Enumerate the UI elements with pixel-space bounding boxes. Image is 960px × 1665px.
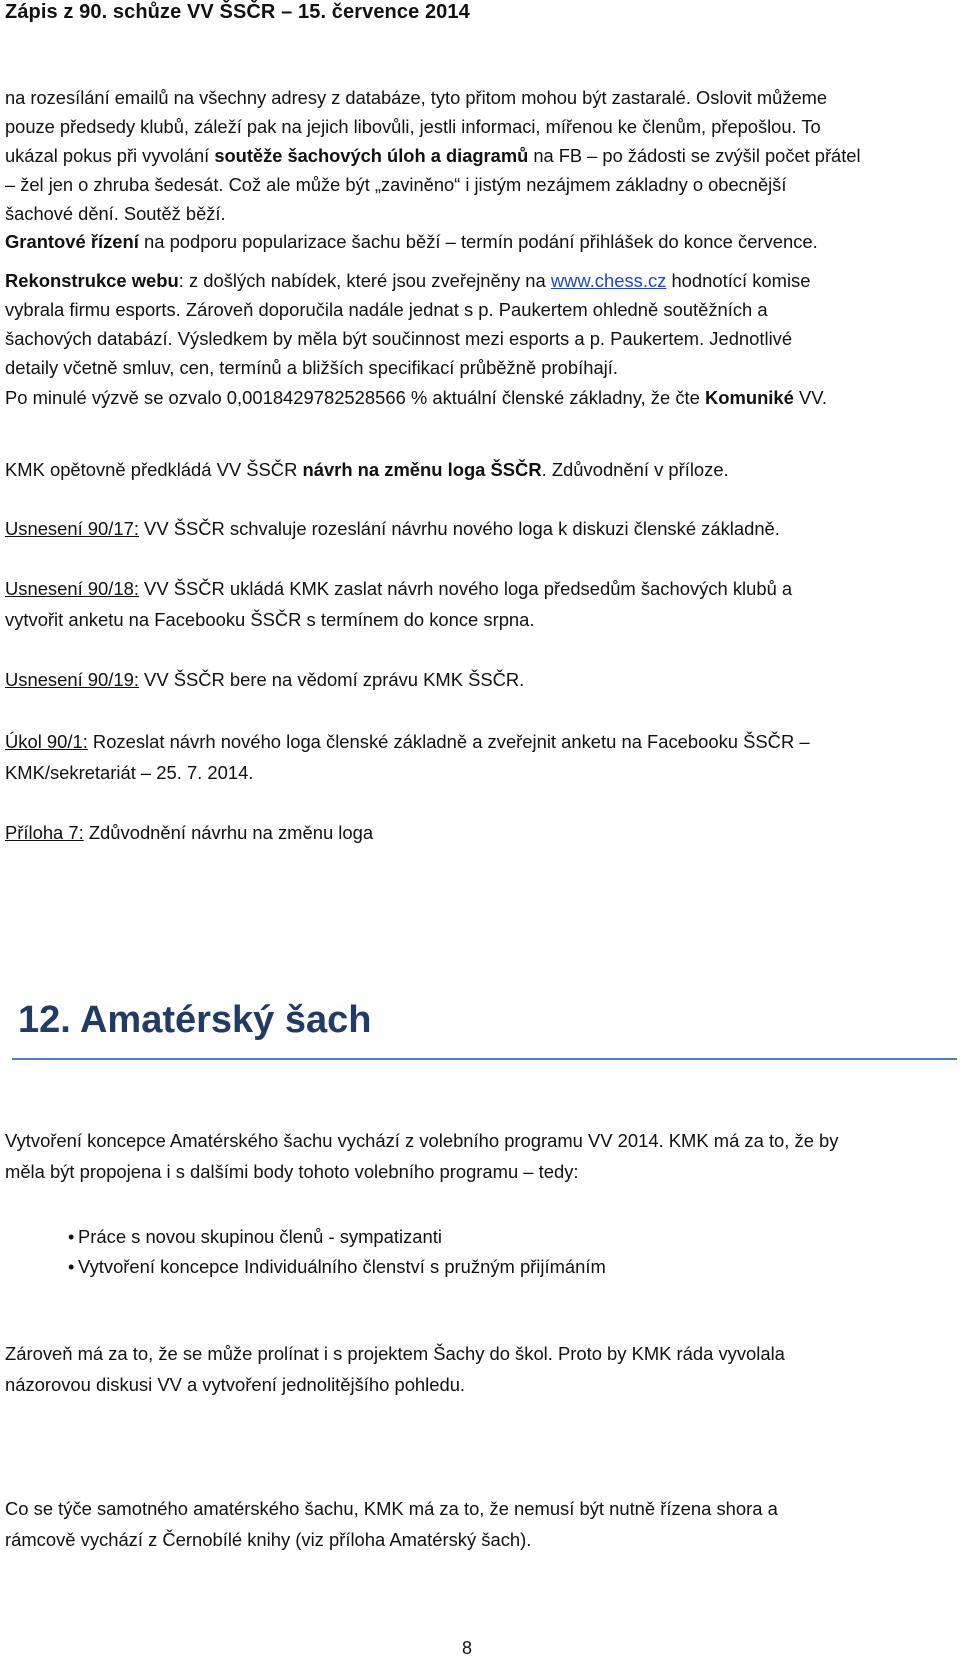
text-run: ukázal pokus při vyvolání: [5, 145, 215, 166]
bullet-icon: •: [68, 1227, 75, 1247]
paragraph-komunike: [5, 383, 955, 412]
text-line: šachových databází. Výsledkem by měla být součinnost mezi esports a p. Paukertem. Jednotlivé: [5, 328, 793, 349]
bold-text: Grantové řízení: [5, 231, 139, 252]
chess-cz-link[interactable]: www.chess.cz: [550, 270, 667, 291]
text-run: Po minulé výzvě se ozvalo 0,0018429782528566 % aktuální členské základny, že čte: [5, 387, 705, 408]
paragraph-email-outreach: [5, 83, 955, 228]
text-line: Zároveň má za to, že se může prolínat i s projektem Šachy do škol. Proto by KMK ráda vyvolala: [5, 1343, 785, 1364]
text-line: šachové dění. Soutěž běží.: [5, 203, 226, 224]
bold-text: Rekonstrukce webu: [5, 270, 179, 291]
text-line: vybrala firmu esports. Zároveň doporučila nadále jednat s p. Paukertem ohledně soutěžních a: [5, 299, 768, 320]
text-line: [5, 266, 955, 295]
paragraph-concept: [5, 1126, 955, 1186]
bold-text: soutěže šachových úloh a diagramů: [214, 145, 529, 166]
resolution-label: Usnesení 90/19:: [5, 669, 139, 690]
text-line: [5, 818, 955, 847]
text-line: [5, 574, 955, 603]
text-run: VV.: [793, 387, 827, 408]
text-line: [5, 455, 955, 484]
resolution-90-18: [5, 574, 955, 634]
paragraph-schools: [5, 1339, 955, 1399]
text-run: na podporu popularizace šachu běží – termín podání přihlášek do konce července.: [138, 231, 818, 252]
text-line: [5, 514, 955, 543]
text-run: KMK opětovně předkládá VV ŠSČR: [5, 459, 303, 480]
task-90-1: [5, 727, 955, 787]
text-run: hodnotící komise: [666, 270, 811, 291]
resolution-label: Usnesení 90/18:: [5, 578, 139, 599]
text-run: Rozeslat návrh nového loga členské základně a zveřejnit anketu na Facebooku ŠSČR –: [87, 731, 810, 752]
paragraph-grant: [5, 227, 955, 256]
text-line: názorovou diskusi VV a vytvoření jednolitějšího pohledu.: [5, 1374, 466, 1395]
text-line: vytvořit anketu na Facebooku ŠSČR s termínem do konce srpna.: [5, 609, 535, 630]
text-run: : z došlých nabídek, které jsou zveřejněny na: [178, 270, 551, 291]
text-line: [5, 665, 955, 694]
attachment-label: Příloha 7:: [5, 822, 84, 843]
resolution-90-19: [5, 665, 955, 694]
list-item: [0, 1222, 955, 1252]
text-line: Vytvoření koncepce Amatérského šachu vychází z volebního programu VV 2014. KMK má za to, že by: [5, 1130, 839, 1151]
text-line: Co se týče samotného amatérského šachu, KMK má za to, že nemusí být nutně řízena shora a: [5, 1498, 778, 1519]
text-run: VV ŠSČR bere na vědomí zprávu KMK ŠSČR.: [138, 669, 525, 690]
text-line: pouze předsedy klubů, záleží pak na jejich libovůli, jestli informaci, mířenou ke členům, přepošlou. To: [5, 116, 821, 137]
text-line: KMK/sekretariát – 25. 7. 2014.: [5, 762, 254, 783]
section-heading-amateur-chess: 12. Amatérský šach: [18, 999, 372, 1041]
page-number: 8: [462, 1638, 473, 1658]
attachment-7: [5, 818, 955, 847]
paragraph-web-reconstruction: [5, 266, 955, 382]
resolution-90-17: [5, 514, 955, 543]
section-divider: [12, 1058, 957, 1060]
text-run: VV ŠSČR schvaluje rozeslání návrhu nového loga k diskuzi členské základně.: [138, 518, 780, 539]
text-line: [5, 727, 955, 756]
bullet-list: [0, 1222, 955, 1282]
text-line: na rozesílání emailů na všechny adresy z databáze, tyto přitom mohou být zastaralé. Oslovit můžeme: [5, 87, 828, 108]
text-run: VV ŠSČR ukládá KMK zaslat návrh nového loga předsedům šachových klubů a: [138, 578, 793, 599]
text-run: na FB – po žádosti se zvýšil počet přátel: [528, 145, 861, 166]
text-line: detaily včetně smluv, cen, termínů a bližších specifikací průběžně probíhají.: [5, 357, 618, 378]
text-line: [5, 141, 955, 170]
text-run: Zdůvodnění návrhu na změnu loga: [83, 822, 374, 843]
bold-text: Komuniké: [704, 387, 794, 408]
text-line: rámcově vychází z Černobílé knihy (viz příloha Amatérský šach).: [5, 1529, 532, 1550]
document-header-title: Zápis z 90. schůze VV ŠSČR – 15. července 2014: [5, 1, 470, 23]
resolution-label: Usnesení 90/17:: [5, 518, 139, 539]
text-line: – žel jen o zhruba šedesát. Což ale může být „zaviněno“ i jistým nezájmem základny o obecnější: [5, 174, 787, 195]
paragraph-amateur-chess: [5, 1494, 955, 1554]
text-line: [5, 383, 955, 412]
text-line: měla být propojena i s dalšími body tohoto volebního programu – tedy:: [5, 1161, 579, 1182]
paragraph-logo-proposal: [5, 455, 955, 484]
bold-text: návrh na změnu loga ŠSČR: [302, 459, 542, 480]
task-label: Úkol 90/1:: [5, 731, 88, 752]
bullet-icon: •: [68, 1257, 75, 1277]
list-item: [0, 1252, 955, 1282]
list-item-text: Práce s novou skupinou členů - sympatizanti: [78, 1226, 442, 1247]
text-run: . Zdůvodnění v příloze.: [541, 459, 729, 480]
list-item-text: Vytvoření koncepce Individuálního členství s pružným přijímáním: [78, 1256, 606, 1277]
text-line: [5, 227, 955, 256]
